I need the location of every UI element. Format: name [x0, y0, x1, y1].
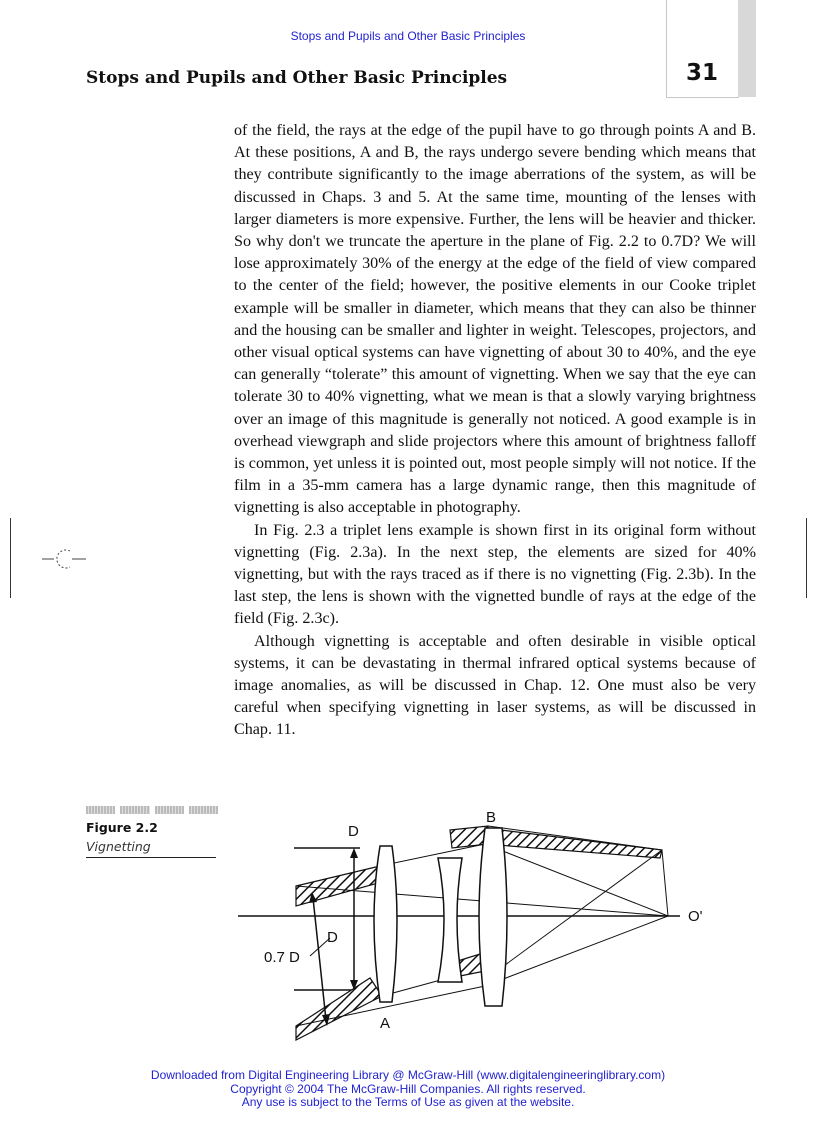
page-edge-shade: [738, 0, 756, 97]
footer-download-link[interactable]: Downloaded from Digital Engineering Library @ McGraw-Hill (www.digitalengineeringlibrary.com): [150, 1068, 666, 1082]
dimension-arrowhead: [350, 848, 358, 858]
paragraph-3: Although vignetting is acceptable and often desirable in visible optical systems, it can be devastating in thermal infrared optical systems because of image anomalies, as will be discussed in Chap. 12. One must also be very careful when specifying vignetting in laser systems, as will be discussed in Chap. 11.: [234, 632, 756, 739]
footer: [0, 1069, 816, 1110]
figure-marker-bar: [86, 806, 115, 814]
vignetting-diagram: [230, 806, 760, 1046]
figure-marker-bar: [120, 806, 149, 814]
figure-label: Figure 2.2: [86, 820, 158, 835]
footer-copyright: Copyright © 2004 The McGraw-Hill Companies. All rights reserved.: [230, 1081, 586, 1096]
footer-terms: Any use is subject to the Terms of Use as given at the website.: [241, 1095, 575, 1109]
label-d-inner: D: [327, 929, 338, 946]
figure-caption: Vignetting: [86, 839, 216, 858]
page-title: Stops and Pupils and Other Basic Principles: [86, 68, 508, 88]
hatched-bundle-lower-left: [296, 978, 382, 1040]
lens-element-2: [438, 858, 462, 982]
body-text: [234, 120, 756, 742]
label-07d: 0.7 D: [264, 949, 300, 966]
right-margin-rule: [806, 518, 807, 598]
left-margin-rule: [10, 518, 11, 598]
hatched-bundle-upper-left: [296, 866, 385, 906]
ray: [662, 850, 668, 916]
figure-marker-bar: [155, 806, 184, 814]
ray: [380, 844, 485, 866]
label-d-top: D: [348, 823, 359, 840]
page-number: 31: [685, 60, 718, 86]
hatched-bundle-top-right: [485, 828, 662, 858]
running-head-link[interactable]: Stops and Pupils and Other Basic Principles: [290, 29, 526, 43]
label-a: A: [380, 1015, 391, 1032]
lens-element-3: [479, 828, 507, 1006]
paragraph-2: In Fig. 2.3 a triplet lens example is shown first in its original form without vignetting (Fig. 2.3a). In the next step, the elements are sized for 40% vignetting, but with the rays traced as if there is no vignetting (Fig. 2.3b). In the last step, the lens is shown with the vignetted bundle of rays at the edge of the field (Fig. 2.3c).: [234, 521, 756, 628]
ray: [485, 916, 668, 986]
paragraph-1: of the field, the rays at the edge of the pupil have to go through points A and B. At these positions, A and B, the rays undergo severe bending which means that they contribute significantly to the image aberrations of the system, as will be discussed in Chaps. 3 and 5. At the same time, mounting of the lenses with larger diameters is more expensive. Further, the lens will be heavier and thicker. So why don't we truncate the aperture in the plane of Fig. 2.2 to 0.7D? We will lose approximately 30% of the energy at the edge of the field of view compared to the center of the field; however, the positive elements in our Cooke triplet example will be smaller in diameter, which means that they can also be thinner and the housing can be smaller and lighter in weight. Telescopes, projectors, and other visual optical systems can have vignetting of about 30 to 40%, and the eye can generally “tolerate” this amount of vignetting. When we say that the eye can tolerate 30 to 40% vignetting, what we mean is that a slowly varying brightness over an image of this magnitude is generally not noticed. A good example is in overhead viewgraph and slide projectors where this amount of brightness falloff is common, yet unless it is pointed out, most people simply will not notice. If the film in a 35-mm camera has a large dynamic range, then this magnitude of vignetting is also acceptable in photography.: [234, 122, 756, 517]
registration-mark-icon: [42, 544, 90, 574]
label-o-prime: O': [688, 908, 703, 925]
figure-marker-bar: [189, 806, 218, 814]
figure-marker-bars: [86, 806, 218, 814]
label-b: B: [486, 809, 497, 826]
lens-element-1: [374, 846, 397, 1002]
